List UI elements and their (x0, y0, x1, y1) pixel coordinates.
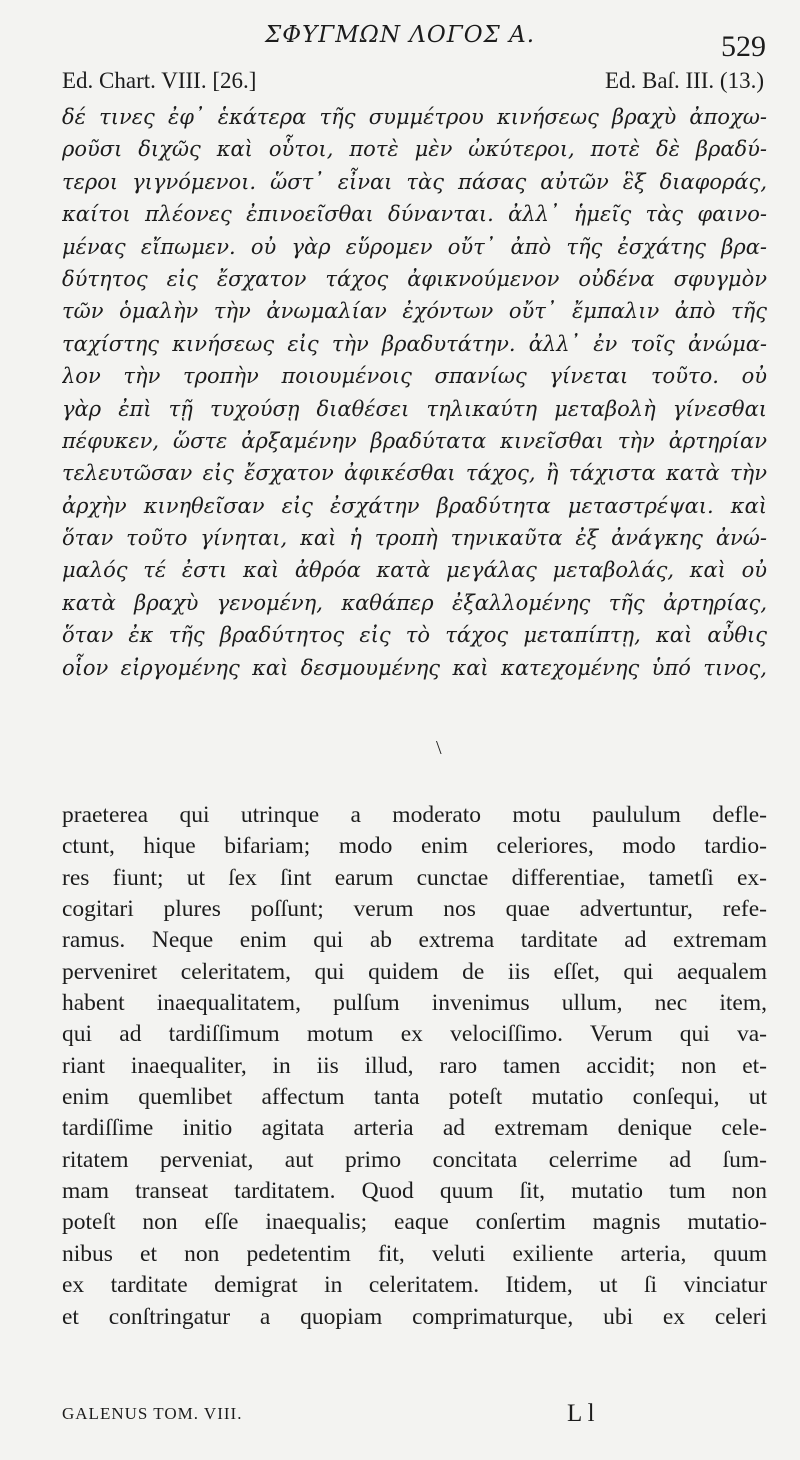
greek-line: ροῦσι διχῶς καὶ οὗτοι, ποτὲ μὲν ὠκύτεροι, ποτὲ δὲ βραδύ- (62, 137, 767, 162)
greek-text (62, 101, 767, 684)
latin-text (62, 800, 767, 1333)
greek-line: μένας εἴπωμεν. οὐ γὰρ εὕρομεν οὔτ᾽ ἀπὸ τῆς ἐσχάτης βρα- (62, 234, 767, 259)
greek-line: καίτοι πλέονες ἐπινοεῖσθαι δύνανται. ἀλλ᾽ ἡμεῖς τὰς φαινο- (62, 202, 767, 227)
greek-line: τῶν ὁμαλὴν τὴν ἀνωμαλίαν ἐχόντων οὔτ᾽ ἔμπαλιν ἀπὸ τῆς (62, 299, 767, 324)
greek-line: κατὰ βραχὺ γενομένη, καθάπερ ἐξαλλομένης τῆς ἀρτηρίας, (62, 590, 767, 615)
volume-signature: GALENUS TOM. VIII. (62, 1404, 243, 1423)
latin-line: habent inaequalitatem, pulſum invenimus ullum, nec item, (62, 990, 767, 1017)
latin-line: perveniret celeritatem, qui quidem de iis eſſet, qui aequalem (62, 958, 767, 985)
greek-line: ταχίστης κινήσεως εἰς τὴν βραδυτάτην. ἀλλ᾽ ἐν τοῖς ἀνώμα- (62, 331, 767, 356)
latin-line: cogitari plures poſſunt; verum nos quae advertuntur, refe- (62, 896, 767, 923)
latin-line: praeterea qui utrinque a moderato motu paululum defle- (62, 802, 767, 828)
latin-line: riant inaequaliter, in iis illud, raro tamen accidit; non et- (62, 1052, 767, 1079)
latin-line: ritatem perveniat, aut primo concitata celerrime ad ſum- (62, 1146, 767, 1173)
latin-line: ramus. Neque enim qui ab extrema tarditate ad extremam (62, 927, 767, 954)
latin-line: nibus et non pedetentim fit, veluti exiliente arteria, quum (62, 1240, 767, 1267)
greek-line: ἀρχὴν κινηθεῖσαν εἰς ἐσχάτην βραδύτητα μεταστρέψαι. καὶ (62, 493, 767, 518)
latin-line: ctunt, hique bifariam; modo enim celeriores, modo tardio- (62, 833, 767, 860)
latin-line: et conſtringatur a quopiam comprimaturque, ubi ex celeri (62, 1303, 767, 1330)
latin-line: tardiſſime initio agitata arteria ad extremam denique cele- (62, 1115, 767, 1142)
greek-line: δύτητος εἰς ἔσχατον τάχος ἀφικνούμενον οὐδένα σφυγμὸν (62, 266, 767, 291)
greek-line: τελευτῶσαν εἰς ἔσχατον ἀφικέσθαι τάχος, ἢ τάχιστα κατὰ τὴν (62, 461, 767, 486)
latin-line: mam transeat tarditatem. Quod quum ſit, mutatio tum non (62, 1178, 767, 1205)
latin-line: res fiunt; ut ſex ſint earum cunctae differentiae, tametſi ex- (62, 864, 767, 891)
page-footer (62, 1400, 764, 1427)
greek-line: λον τὴν τροπὴν ποιουμένοις σπανίως γίνεται τοῦτο. οὐ (62, 364, 767, 389)
latin-line: ex tarditate demigrat in celeritatem. Itidem, ut ſi vinciatur (62, 1272, 767, 1299)
edition-reference-right: Ed. Baſ. III. (13.) (604, 68, 764, 93)
latin-line: enim quemlibet affectum tanta poteſt mutatio conſequi, ut (62, 1084, 767, 1111)
running-title: ΣΦΥΓΜΩΝ ΛΟΓΟΣ Α. (264, 22, 536, 48)
greek-line: ὅταν ἐκ τῆς βραδύτητος εἰς τὸ τάχος μεταπίπτῃ, καὶ αὖθις (62, 623, 767, 648)
greek-line: γὰρ ἐπὶ τῇ τυχούσῃ διαθέσει τηλικαύτη μεταβολὴ γίνεσθαι (62, 396, 767, 421)
greek-line: πέφυκεν, ὥστε ἀρξαμένην βραδύτατα κινεῖσθαι τὴν ἀρτηρίαν (62, 428, 767, 453)
page-number: 529 (721, 30, 766, 63)
greek-line: οἷον εἰργομένης καὶ δεσμουμένης καὶ κατεχομένης ὑπό τινος, (62, 655, 767, 680)
latin-line: poteſt non eſſe inaequalis; eaque conſertim magnis mutatio- (62, 1209, 767, 1236)
edition-references (62, 68, 764, 94)
greek-line: μαλός τέ ἐστι καὶ ἀθρόα κατὰ μεγάλας μεταβολάς, καὶ οὐ (62, 558, 767, 583)
gathering-mark: L l (567, 1400, 595, 1427)
greek-line: τεροι γιγνόμενοι. ὥστ᾽ εἶναι τὰς πάσας αὐτῶν ἓξ διαφοράς, (62, 169, 767, 194)
greek-line: δέ τινες ἐφ᾽ ἑκάτερα τῆς συμμέτρου κινήσεως βραχὺ ἀποχω- (62, 105, 767, 129)
edition-reference-left: Ed. Chart. VIII. [26.] (62, 68, 257, 93)
separator-mark: \ (436, 737, 442, 759)
latin-line: qui ad tardiſſimum motum ex velociſſimo. Verum qui va- (62, 1021, 767, 1048)
greek-line: ὅταν τοῦτο γίνηται, καὶ ἡ τροπὴ τηνικαῦτα ἐξ ἀνάγκης ἀνώ- (62, 526, 767, 551)
